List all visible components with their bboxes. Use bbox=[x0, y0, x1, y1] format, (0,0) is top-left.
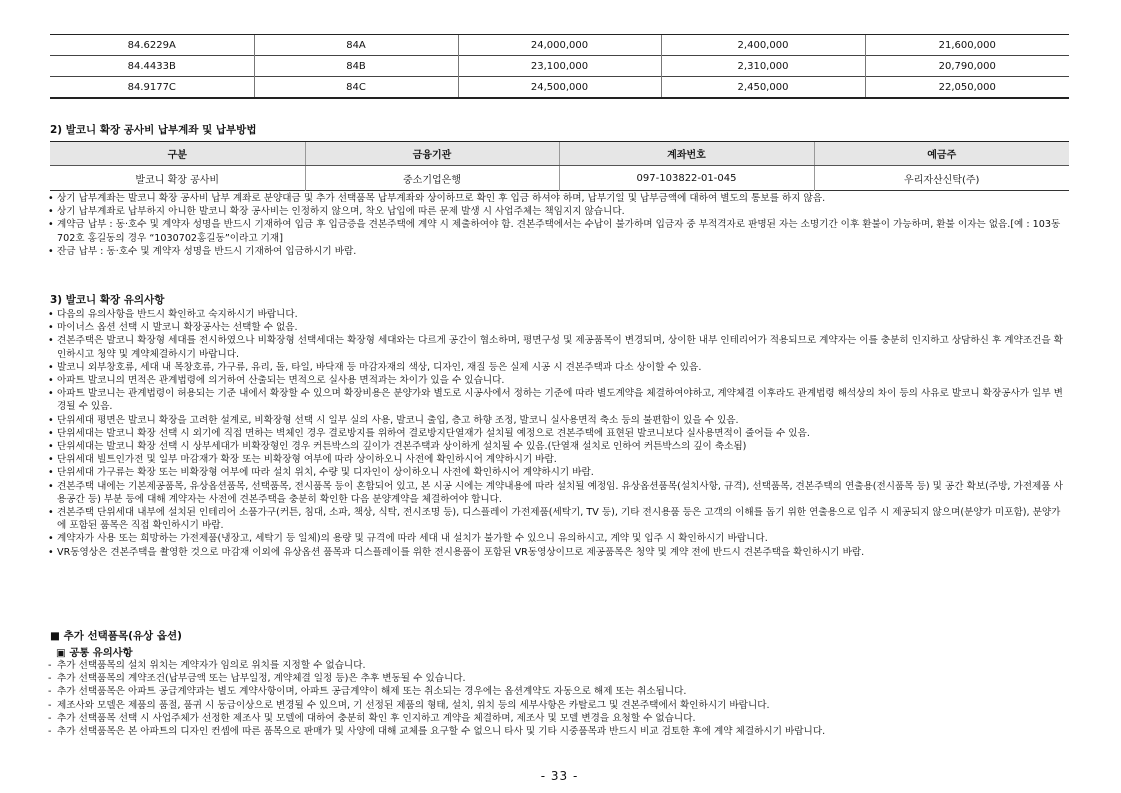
list-item: • 단위세대 가구류는 확장 또는 비확장형 여부에 따라 설치 위치, 수량 및 디자인이 상이하오니 사전에 확인하시어 계약하시기 바람. bbox=[48, 466, 1069, 479]
list-item: • 견본주택 내에는 기본제공품목, 유상옵션품목, 선택품목, 전시품목 등이 혼합되어 있고, 본 시공 시에는 계약내용에 따라 설치될 예정임. 유상옵션품목(설치사항, 규격), 선택품목, 견본주택의 연출용(전시품목 등) 및 공간 확보(주방, 가전제품 사용공간 등) 부분 등에 대해 계약자는 사전에 견본주택을 충분히 확인한 다음 분양계약을 체결하여야 합니다. bbox=[48, 480, 1069, 506]
list-item: • 마이너스 옵션 선택 시 발코니 확장공사는 선택할 수 없음. bbox=[48, 321, 1069, 334]
list-item: • 다음의 유의사항을 반드시 확인하고 숙지하시기 바랍니다. bbox=[48, 308, 1069, 321]
list-item: • 상기 납부계좌로 납부하지 아니한 발코니 확장 공사비는 인정하지 않으며, 착오 납입에 따른 문제 발생 시 사업주체는 책임지지 않습니다. bbox=[48, 205, 1069, 218]
list-item: • VR동영상은 견본주택을 촬영한 것으로 마감재 이외에 유상옵션 품목과 디스플레이를 위한 전시용품이 포함된 VR동영상이므로 제공품목은 청약 및 계약 전에 반드시 견본주택을 확인하시기 바람. bbox=[48, 546, 1069, 559]
list-item: • 아파트 발코니의 면적은 관계법령에 의거하여 산출되는 면적으로 실사용 면적과는 차이가 있을 수 있습니다. bbox=[48, 374, 1069, 387]
table-row bbox=[50, 35, 1069, 56]
list-item: - 제조사와 모델은 제품의 품절, 품귀 시 동급이상으로 변경될 수 있으며, 기 선정된 제품의 형태, 설치, 위치 등의 세부사항은 카탈로그 및 견본주택에서 확인하시기 바랍니다. bbox=[48, 699, 1069, 712]
table-cell: 84A bbox=[254, 35, 458, 56]
table-row bbox=[50, 77, 1069, 99]
header-bank: 금융기관 bbox=[305, 142, 559, 166]
table-cell: 84B bbox=[254, 56, 458, 77]
table-cell: 2,400,000 bbox=[661, 35, 865, 56]
common-notes-subheading: ▣ 공통 유의사항 bbox=[56, 647, 133, 659]
extra-options-notes bbox=[48, 659, 1069, 738]
cell-account-holder: 우리자산신탁(주) bbox=[814, 166, 1069, 191]
table-cell: 24,000,000 bbox=[458, 35, 661, 56]
balcony-caution-heading: 3) 발코니 확장 유의사항 bbox=[50, 294, 165, 306]
list-item: • 잔금 납부 : 동·호수 및 계약자 성명을 반드시 기재하여 입금하시기 바람. bbox=[48, 245, 1069, 258]
balcony-account-notes bbox=[48, 192, 1069, 258]
table-cell: 84.6229A bbox=[50, 35, 254, 56]
table-row bbox=[50, 166, 1069, 191]
page-number: - 33 - bbox=[540, 769, 579, 783]
bank-account-table bbox=[50, 141, 1069, 191]
list-item: • 계약자가 사용 또는 희망하는 가전제품(냉장고, 세탁기 등 일체)의 용량 및 규격에 따라 세대 내 설치가 불가할 수 있으니 유의하시고, 계약 및 입주 시 확인하시기 바랍니다. bbox=[48, 532, 1069, 545]
cell-bank: 중소기업은행 bbox=[305, 166, 559, 191]
balcony-account-heading: 2) 발코니 확장 공사비 납부계좌 및 납부방법 bbox=[50, 124, 257, 136]
table-cell: 23,100,000 bbox=[458, 56, 661, 77]
table-cell: 2,310,000 bbox=[661, 56, 865, 77]
list-item: • 단위세대 빌트인가전 및 일부 마감재가 확장 또는 비확장형 여부에 따라 상이하오니 사전에 확인하시어 계약하시기 바람. bbox=[48, 453, 1069, 466]
table-cell: 22,050,000 bbox=[865, 77, 1069, 99]
list-item: • 단위세대는 발코니 확장 선택 시 상부세대가 비확장형인 경우 커튼박스의 깊이가 견본주택과 상이하게 설치될 수 있음.(단열재 설치로 인하여 커튼박스의 깊이 축소됨) bbox=[48, 440, 1069, 453]
table-cell: 84C bbox=[254, 77, 458, 99]
balcony-caution-notes bbox=[48, 308, 1069, 559]
list-item: - 추가 선택품목의 설치 위치는 계약자가 임의로 위치를 지정할 수 없습니다. bbox=[48, 659, 1069, 672]
document-page bbox=[50, 34, 1069, 783]
header-account-number: 계좌번호 bbox=[559, 142, 814, 166]
list-item: - 추가 선택품목 선택 시 사업주체가 선정한 제조사 및 모델에 대하여 충분히 확인 후 인지하고 계약을 체결하며, 제조사 및 모델 변경을 요청할 수 없습니다. bbox=[48, 712, 1069, 725]
header-account-holder: 예금주 bbox=[814, 142, 1069, 166]
table-cell: 20,790,000 bbox=[865, 56, 1069, 77]
price-table bbox=[50, 34, 1069, 99]
table-cell: 24,500,000 bbox=[458, 77, 661, 99]
list-item: • 단위세대 평면은 발코니 확장을 고려한 설계로, 비확장형 선택 시 일부 실의 사용, 발코니 출입, 층고 하향 조정, 발코니 실사용면적 축소 등의 불편함이 있을 수 있음. bbox=[48, 414, 1069, 427]
table-cell: 84.9177C bbox=[50, 77, 254, 99]
list-item: - 추가 선택품목은 아파트 공급계약과는 별도 계약사항이며, 아파트 공급계약이 해제 또는 취소되는 경우에는 옵션계약도 자동으로 해제 또는 취소됩니다. bbox=[48, 685, 1069, 698]
cell-account-number: 097-103822-01-045 bbox=[559, 166, 814, 191]
list-item: • 계약금 납부 : 동·호수 및 계약자 성명을 반드시 기재하여 입금 후 입금증을 견본주택에 계약 시 제출하여야 함. 견본주택에서는 수납이 불가하며 입금자 중 부적격자로 판명된 자는 소명기간 이후 환불이 가능하며, 환불 이자는 없음.[예 : 103동 702호 홍길동의 경우 “1030702홍길동”이라고 기재] bbox=[48, 218, 1069, 244]
list-item: - 추가 선택품목의 계약조건(납부금액 또는 납부일정, 계약체결 일정 등)은 추후 변동될 수 있습니다. bbox=[48, 672, 1069, 685]
table-cell: 21,600,000 bbox=[865, 35, 1069, 56]
list-item: • 상기 납부계좌는 발코니 확장 공사비 납부 계좌로 분양대금 및 추가 선택품목 납부계좌와 상이하므로 확인 후 입금 하셔야 하며, 납부기일 및 납부금액에 대하여 별도의 통보를 하지 않음. bbox=[48, 192, 1069, 205]
table-row bbox=[50, 56, 1069, 77]
list-item: • 발코니 외부창호류, 세대 내 목창호류, 가구류, 유리, 돌, 타일, 바닥재 등 마감자재의 색상, 디자인, 재질 등은 실제 시공 시 견본주택과 다소 상이할 수 있음. bbox=[48, 361, 1069, 374]
list-item: • 아파트 발코니는 관계법령이 허용되는 기준 내에서 확장할 수 있으며 확장비용은 분양가와 별도로 시공사에서 정하는 기준에 따라 별도계약을 체결하여야하고, 계약체결 이후라도 관계법령 해석상의 차이 등의 사유로 발코니 확장공사가 일부 변경될 수 있음. bbox=[48, 387, 1069, 413]
extra-options-heading: ■ 추가 선택품목(유상 옵션) bbox=[50, 630, 182, 642]
table-cell: 84.4433B bbox=[50, 56, 254, 77]
list-item: • 단위세대는 발코니 확장 선택 시 외기에 직접 면하는 벽체인 경우 결로방지를 위하여 결로방지단열재가 설치될 예정으로 견본주택에 표현된 발코니보다 실사용면적이 줄어들 수 있음. bbox=[48, 427, 1069, 440]
list-item: - 추가 선택품목은 본 아파트의 디자인 컨셉에 따른 품목으로 판매가 및 사양에 대해 교체를 요구할 수 없으니 타사 및 기타 시중품목과 반드시 비교 검토한 후에 계약 체결하시기 바랍니다. bbox=[48, 725, 1069, 738]
table-cell: 2,450,000 bbox=[661, 77, 865, 99]
cell-category: 발코니 확장 공사비 bbox=[135, 174, 220, 186]
list-item: • 견본주택 단위세대 내부에 설치된 인테리어 소품가구(커튼, 침대, 소파, 책상, 식탁, 전시조명 등), 디스플레이 가전제품(세탁기, TV 등), 기타 전시용품 등은 고객의 이해를 돕기 위한 연출용으로 입주 시 제공되지 않으며(분양가 미포함), 분양가에 포함된 품목은 직접 확인하시기 바람. bbox=[48, 506, 1069, 532]
header-category: 구분 bbox=[50, 142, 305, 166]
list-item: • 견본주택은 발코니 확장형 세대를 전시하였으나 비확장형 선택세대는 확장형 세대와는 다르게 공간이 협소하며, 평면구성 및 제공품목이 변경되며, 상이한 내부 인테리어가 적용되므로 계약자는 이를 충분히 인지하고 상담하신 후 계약조건을 확인하시고 청약 및 계약체결하시기 바랍니다. bbox=[48, 334, 1069, 360]
